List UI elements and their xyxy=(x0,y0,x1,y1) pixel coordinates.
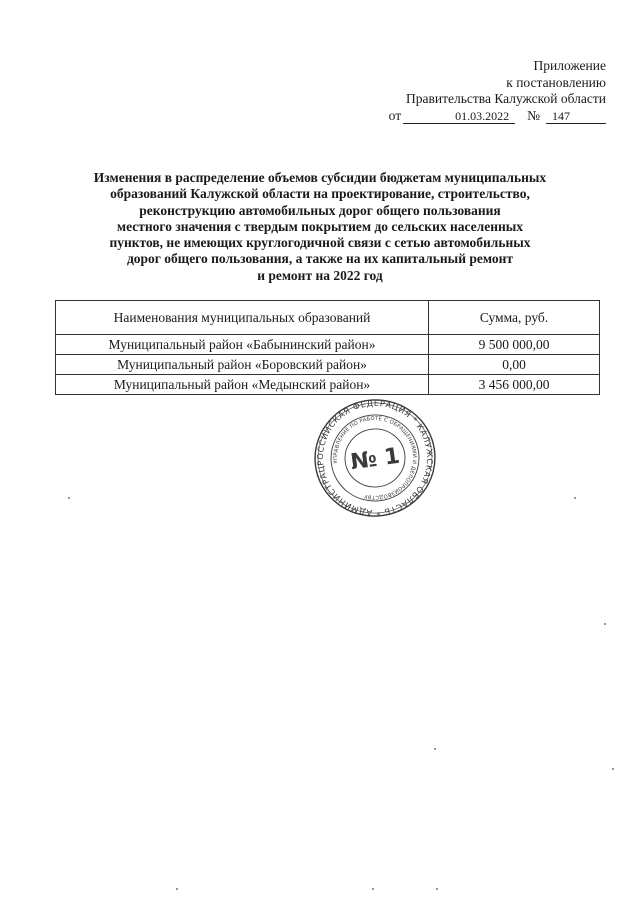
seal-inner-text: УПРАВЛЕНИЕ ПО РАБОТЕ С ОБРАЩЕНИЯМИ И ДЕЛОПРОИЗВОДСТВУ xyxy=(332,415,418,501)
title-line: реконструкцию автомобильных дорог общего пользования xyxy=(139,202,501,218)
header-amount: Сумма, руб. xyxy=(429,301,600,335)
appendix-resolution-label: к постановлению xyxy=(506,74,606,90)
appendix-block xyxy=(346,58,606,124)
document-title xyxy=(60,170,580,284)
scan-speck xyxy=(612,768,614,770)
seal-outer-text: РОССИЙСКАЯ ФЕДЕРАЦИЯ * КАЛУЖСКАЯ ОБЛАСТЬ * АДМИНИСТРАЦИЯ xyxy=(314,398,436,518)
table-row xyxy=(56,355,600,375)
table-row xyxy=(56,335,600,355)
table-row xyxy=(56,375,600,395)
header-municipality: Наименования муниципальных образований xyxy=(56,301,429,335)
title-line: дорог общего пользования, а также на их капитальный ремонт xyxy=(126,251,514,267)
official-seal-stamp xyxy=(310,398,440,518)
municipality-cell: Муниципальный район «Медынский район» xyxy=(56,375,429,395)
scan-speck xyxy=(434,748,436,750)
title-line: Изменения в распределение объемов субсидии бюджетам муниципальных xyxy=(93,170,547,185)
resolution-number: 147 xyxy=(546,110,606,124)
municipality-cell: Муниципальный район «Бабынинский район» xyxy=(56,335,429,355)
scan-speck xyxy=(68,497,70,499)
resolution-date: 01.03.2022 xyxy=(403,110,515,124)
scan-speck xyxy=(574,497,576,499)
appendix-government-label: Правительства Калужской области xyxy=(405,91,606,106)
date-prefix: от xyxy=(388,107,402,123)
title-line: местного значения с твердым покрытием до сельских населенных xyxy=(116,218,524,234)
title-line: образований Калужской области на проектирование, строительство, xyxy=(110,186,530,202)
title-line: пунктов, не имеющих круглогодичной связи с сетью автомобильных xyxy=(109,235,531,251)
scan-speck xyxy=(436,888,438,890)
amount-cell: 3 456 000,00 xyxy=(429,375,600,395)
appendix-label: Приложение xyxy=(533,58,606,73)
municipality-cell: Муниципальный район «Боровский район» xyxy=(56,355,429,375)
amount-cell: 9 500 000,00 xyxy=(429,335,600,355)
scan-speck xyxy=(176,888,178,890)
scan-speck xyxy=(604,623,606,625)
amount-cell: 0,00 xyxy=(429,355,600,375)
scan-speck xyxy=(372,888,374,890)
table-header-row xyxy=(56,301,600,335)
seal-center-number: № 1 xyxy=(348,443,402,476)
resolution-date-row xyxy=(346,108,606,125)
title-line: и ремонт на 2022 год xyxy=(257,267,383,283)
number-sign: № xyxy=(527,107,540,123)
subsidy-table xyxy=(55,300,600,395)
